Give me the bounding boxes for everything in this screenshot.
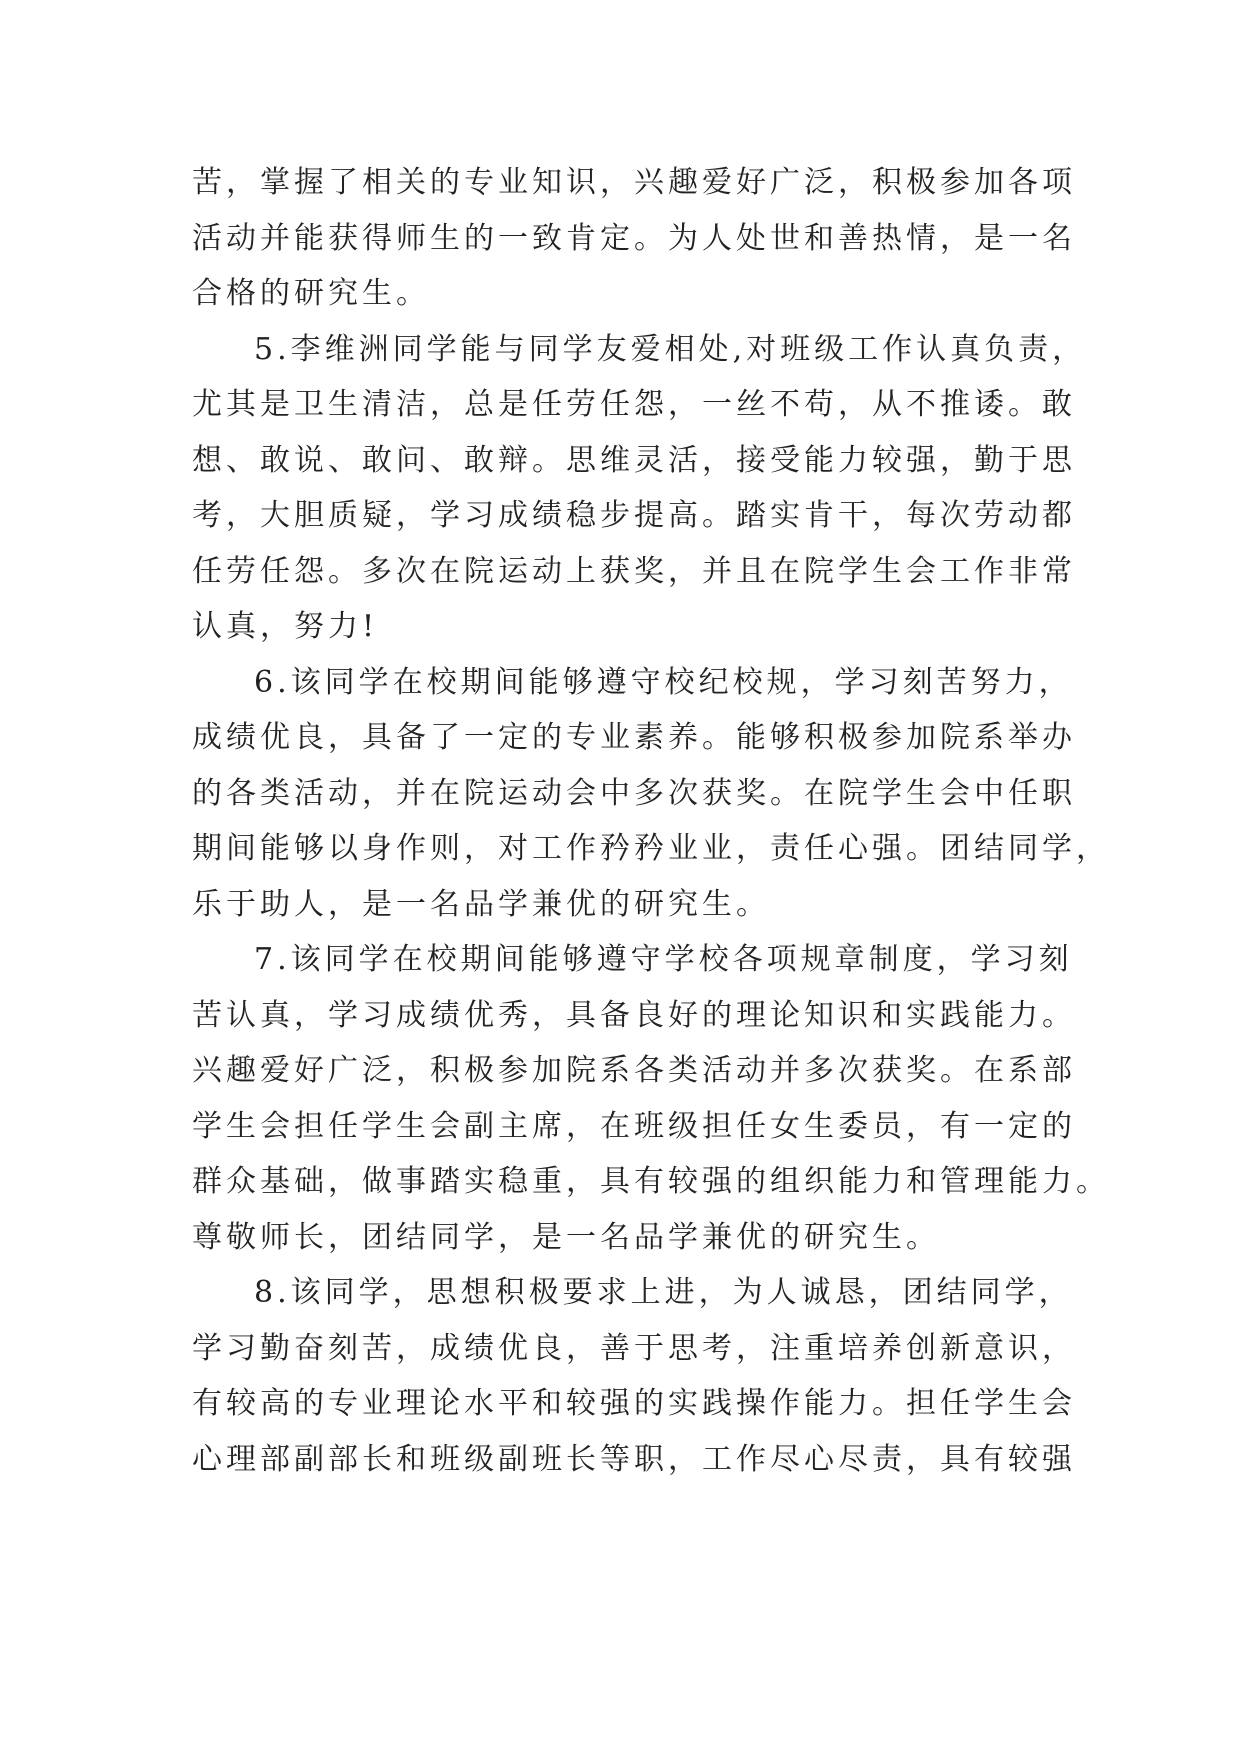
paragraph-5-start: 5.李维洲同学能与同学友爱相处,对班级工作认真负责， xyxy=(254,331,1087,367)
text-line: 活动并能获得师生的一致肯定。为人处世和善热情，是一名 xyxy=(192,220,1076,256)
text-line: 乐于助人，是一名品学兼优的研究生。 xyxy=(192,886,770,922)
text-line: 群众基础，做事踏实稳重，具有较强的组织能力和管理能力。 xyxy=(192,1164,1110,1199)
text-line: 成绩优良，具备了一定的专业素养。能够积极参加院系举办 xyxy=(192,720,1076,755)
text-line: 认真，努力! xyxy=(192,609,379,644)
paragraph-8-start: 8.该同学，思想积极要求上进，为人诚恳，团结同学， xyxy=(254,1275,1073,1310)
text-line: 尤其是卫生清洁，总是任劳任怨，一丝不苟，从不推诿。敢 xyxy=(192,387,1076,422)
text-line: 苦认真，学习成绩优秀，具备良好的理论知识和实践能力。 xyxy=(192,997,1076,1033)
text-line: 想、敢说、敢问、敢辩。思维灵活，接受能力较强，勤于思 xyxy=(192,442,1076,478)
text-line: 尊敬师长，团结同学，是一名品学兼优的研究生。 xyxy=(192,1219,940,1255)
text-line: 考，大胆质疑，学习成绩稳步提高。踏实肯干，每次劳动都 xyxy=(192,498,1076,533)
text-line: 的各类活动，并在院运动会中多次获奖。在院学生会中任职 xyxy=(192,775,1076,811)
text-line: 苦，掌握了相关的专业知识，兴趣爱好广泛，积极参加各项 xyxy=(192,165,1076,200)
text-line: 兴趣爱好广泛，积极参加院系各类活动并多次获奖。在系部 xyxy=(192,1053,1076,1088)
text-line: 学生会担任学生会副主席，在班级担任女生委员，有一定的 xyxy=(192,1108,1076,1144)
text-line: 合格的研究生。 xyxy=(192,276,430,311)
text-line: 心理部副部长和班级副班长等职，工作尽心尽责，具有较强 xyxy=(192,1441,1076,1477)
text-line: 学习勤奋刻苦，成绩优良，善于思考，注重培养创新意识， xyxy=(192,1330,1076,1366)
text-line: 有较高的专业理论水平和较强的实践操作能力。担任学生会 xyxy=(192,1386,1076,1421)
paragraph-7-start: 7.该同学在校期间能够遵守学校各项规章制度，学习刻 xyxy=(254,942,1073,977)
text-line: 任劳任怨。多次在院运动上获奖，并且在院学生会工作非常 xyxy=(192,553,1076,589)
body-text xyxy=(192,155,1110,1487)
text-line: 期间能够以身作则，对工作矜矜业业，责任心强。团结同学， xyxy=(192,831,1110,866)
paragraph-6-start: 6.该同学在校期间能够遵守校纪校规，学习刻苦努力， xyxy=(254,664,1073,700)
